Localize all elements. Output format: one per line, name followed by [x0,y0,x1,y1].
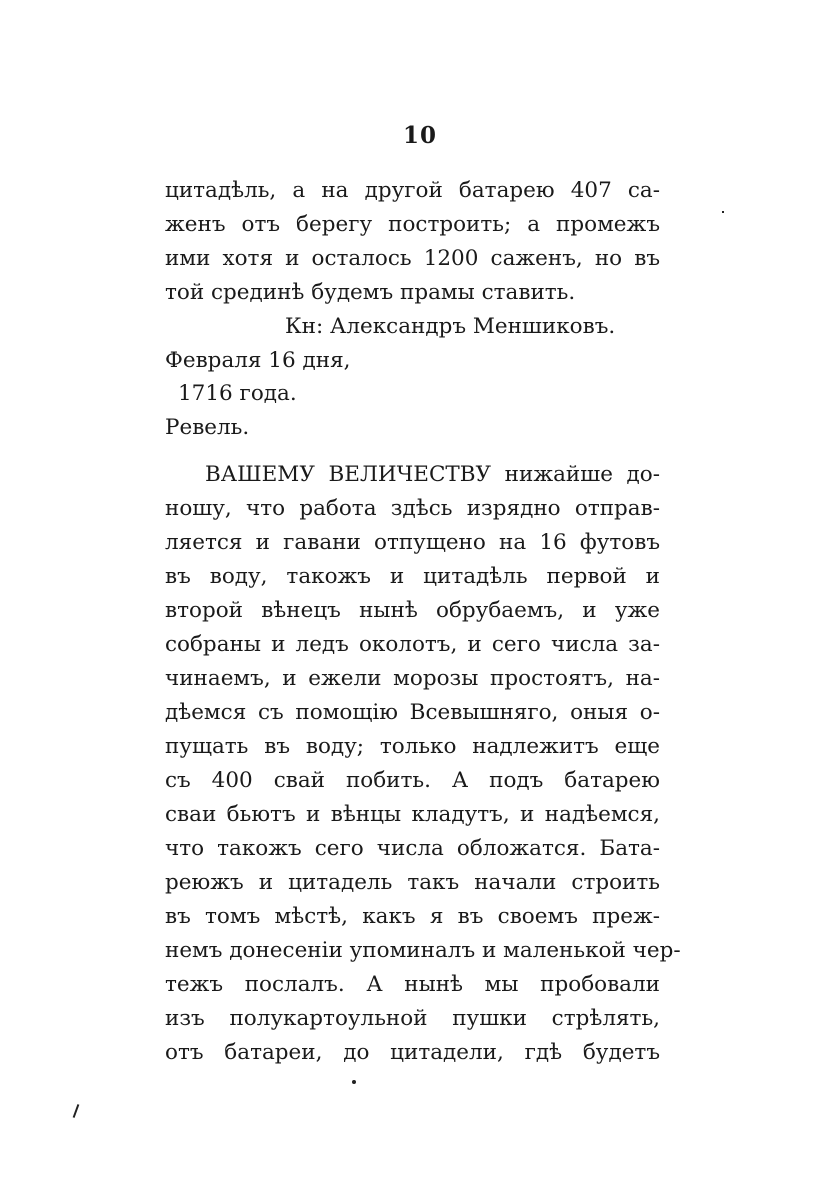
page-number: 10 [402,122,437,149]
text-line: той срединѣ будемъ прамы ставить. [165,280,576,305]
text-line: что такожъ сего числа обложатся. Бата- [165,836,660,861]
text-line: второй вѣнецъ нынѣ обрубаемъ, и уже [165,598,660,623]
text-line: дѣемся съ помощію Всевышняго, оныя о- [165,700,660,725]
text-line: тежъ послалъ. А нынѣ мы пробовали [165,972,660,997]
text-line: ношу, что работа здѣсь изрядно отправ- [165,496,660,521]
text-line: въ воду, такожъ и цитадѣль первой и [165,564,660,589]
ink-mark [73,1104,80,1118]
text-line: пущать въ воду; только надлежитъ еще [165,734,660,759]
text-line: цитадѣль, а на другой батарею 407 са- [165,178,660,203]
text-line: собраны и ледъ околотъ, и сего числа за- [165,632,660,657]
ink-speck [352,1080,356,1084]
text-line: ляется и гавани отпущено на 16 футовъ [165,530,660,555]
text-line: женъ отъ берегу построить; а промежъ [165,212,660,237]
text-line: съ 400 свай побить. А подъ батарею [165,768,660,793]
text-line: изъ полукартоульной пушки стрѣлять, [165,1006,660,1031]
text-line: въ томъ мѣстѣ, какъ я въ своемъ преж- [165,904,660,929]
text-line: немъ донесеніи упоминалъ и маленькой чер- [165,938,681,963]
date-year: 1716 года. [178,381,297,406]
paragraph-1 [165,174,660,310]
paragraph-2 [165,458,681,1070]
date-place: Ревель. [165,415,250,440]
text-line: чинаемъ, и ежели морозы простоятъ, на- [165,666,660,691]
signature: Кн: Александръ Меншиковъ. [285,314,616,339]
text-line: ВАШЕМУ ВЕЛИЧЕСТВУ нижайше до- [205,462,660,487]
text-line: ими хотя и осталось 1200 саженъ, но въ [165,246,660,271]
text-line: реюжъ и цитадель такъ начали строить [165,870,660,895]
ink-speck [722,211,724,213]
text-line: сваи бьютъ и вѣнцы кладутъ, и надѣемся, [165,802,660,827]
date-day: Февраля 16 дня, [165,348,351,373]
text-line: отъ батареи, до цитадели, гдѣ будетъ [165,1040,660,1065]
